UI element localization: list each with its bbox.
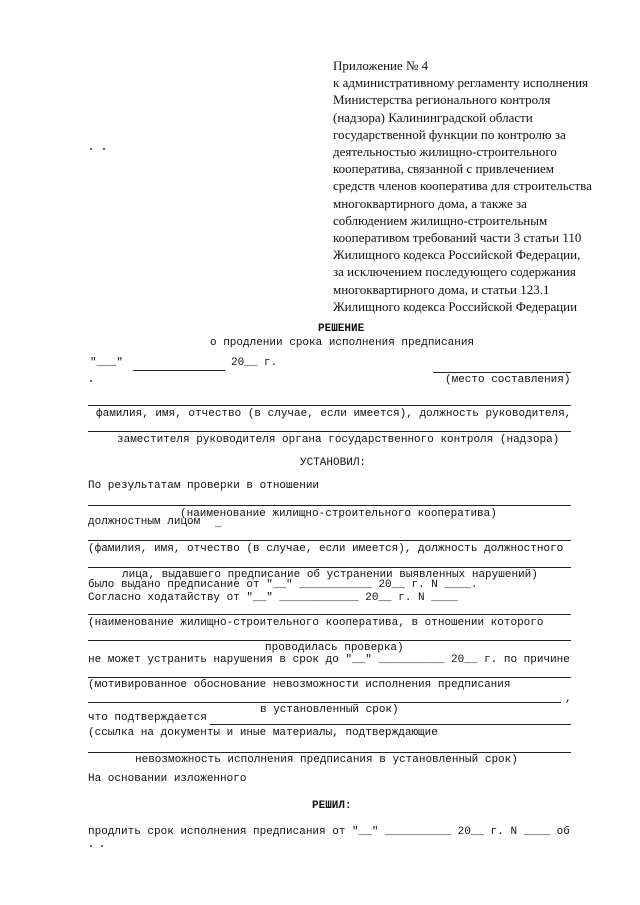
- coop-caption: (наименование жилищно-строительного кооператива): [180, 508, 497, 520]
- official-field-line-2[interactable]: [88, 431, 571, 432]
- date-year: 20__ г.: [231, 357, 278, 369]
- cannot-fix-line: не может устранить нарушения в срок до "__" __________ 20__ г. по причине: [88, 654, 570, 666]
- official-person-line-2[interactable]: [88, 567, 571, 568]
- scan-speck: [101, 845, 103, 847]
- date-day-field[interactable]: "___": [90, 357, 124, 369]
- header-line: многоквартирного дома, и статьи 123.1: [333, 281, 550, 297]
- motivation-caption: (мотивированное обоснование невозможности исполнения предписания: [88, 679, 511, 691]
- decided-heading: РЕШИЛ:: [312, 800, 352, 812]
- header-line: к административному регламенту исполнения: [333, 75, 589, 91]
- coop-field-line-2[interactable]: [88, 614, 571, 615]
- inspection-caption: проводилась проверка): [265, 642, 404, 654]
- header-line: Жилищного кодекса Российской Федерации,: [333, 247, 581, 263]
- fio-caption: (фамилия, имя, отчество (в случае, если имеется), должность должностного: [88, 543, 564, 555]
- extend-line: продлить срок исполнения предписания от "__" __________ 20__ г. N ____ об: [88, 826, 570, 838]
- scan-speck: [103, 148, 105, 150]
- scan-speck: [90, 148, 92, 150]
- header-line: за исключением последующего содержания: [333, 264, 576, 280]
- motivation-field-line-2[interactable]: [88, 702, 561, 703]
- header-line: кооперативом требований части 3 статьи 110: [333, 230, 582, 246]
- confirmed-label: что подтверждается: [88, 712, 207, 724]
- header-line: Министерства регионального контроля: [333, 92, 551, 108]
- header-line: кооператива, связанной с привлечением: [333, 161, 554, 177]
- official-person-line[interactable]: [88, 540, 571, 541]
- motivation-comma: ,: [565, 693, 572, 705]
- coop-field-line-3[interactable]: [88, 640, 571, 641]
- header-line: Приложение № 4: [333, 58, 429, 73]
- docs-caption: (ссылка на документы и иные материалы, подтверждающие: [88, 727, 438, 739]
- place-field-line[interactable]: [433, 372, 571, 373]
- petition-line: Согласно ходатайству от "__" ____________ 20__ г. N ____: [88, 592, 458, 604]
- place-caption: (место составления): [445, 374, 571, 386]
- date-month-line[interactable]: [133, 370, 225, 371]
- appendix-header: [333, 57, 592, 315]
- header-line: средств членов кооператива для строительства: [333, 178, 592, 194]
- header-line: деятельностью жилищно-строительного: [333, 144, 557, 160]
- check-results-label: По результатам проверки в отношении: [88, 480, 320, 492]
- deadline-caption: в установленный срок): [260, 704, 399, 716]
- official-caption-2: заместителя руководителя органа государственного контроля (надзора): [117, 434, 560, 446]
- scan-speck: [90, 380, 92, 382]
- scan-speck: [90, 845, 92, 847]
- official-field-line[interactable]: [88, 405, 571, 406]
- based-on-label: На основании изложенного: [88, 773, 247, 785]
- confirmed-field-line[interactable]: [210, 724, 571, 725]
- impossibility-caption: невозможность исполнения предписания в установленный срок): [135, 754, 518, 766]
- header-line: соблюдением жилищно-строительным: [333, 212, 548, 228]
- official-person-label: должностным лицом: [88, 516, 201, 528]
- official-caption-1: фамилия, имя, отчество (в случае, если имеется), должность руководителя,: [96, 408, 572, 420]
- motivation-field-line[interactable]: [88, 677, 571, 678]
- header-line: государственной функции по контролю за: [333, 126, 566, 142]
- form-title: РЕШЕНИЕ: [318, 323, 365, 335]
- form-subtitle: о продлении срока исполнения предписания: [210, 337, 475, 349]
- header-line: (надзора) Калининградской области: [333, 109, 533, 125]
- header-line: Жилищного кодекса Российской Федерации: [333, 298, 578, 314]
- person-caption: лица, выдавшего предписание об устранении выявленных нарушений): [122, 569, 538, 581]
- docs-field-line[interactable]: [88, 752, 571, 753]
- header-line: многоквартирного дома, а также за: [333, 195, 527, 211]
- coop-caption-2: (наименование жилищно-строительного кооператива, в отношении которого: [88, 617, 544, 629]
- coop-field-line[interactable]: [88, 505, 571, 506]
- official-person-mark: _: [215, 518, 222, 530]
- established-heading: УСТАНОВИЛ:: [300, 457, 367, 469]
- issued-line: было выдано предписание от "__" ___________ 20__ г. N ____.: [88, 579, 478, 591]
